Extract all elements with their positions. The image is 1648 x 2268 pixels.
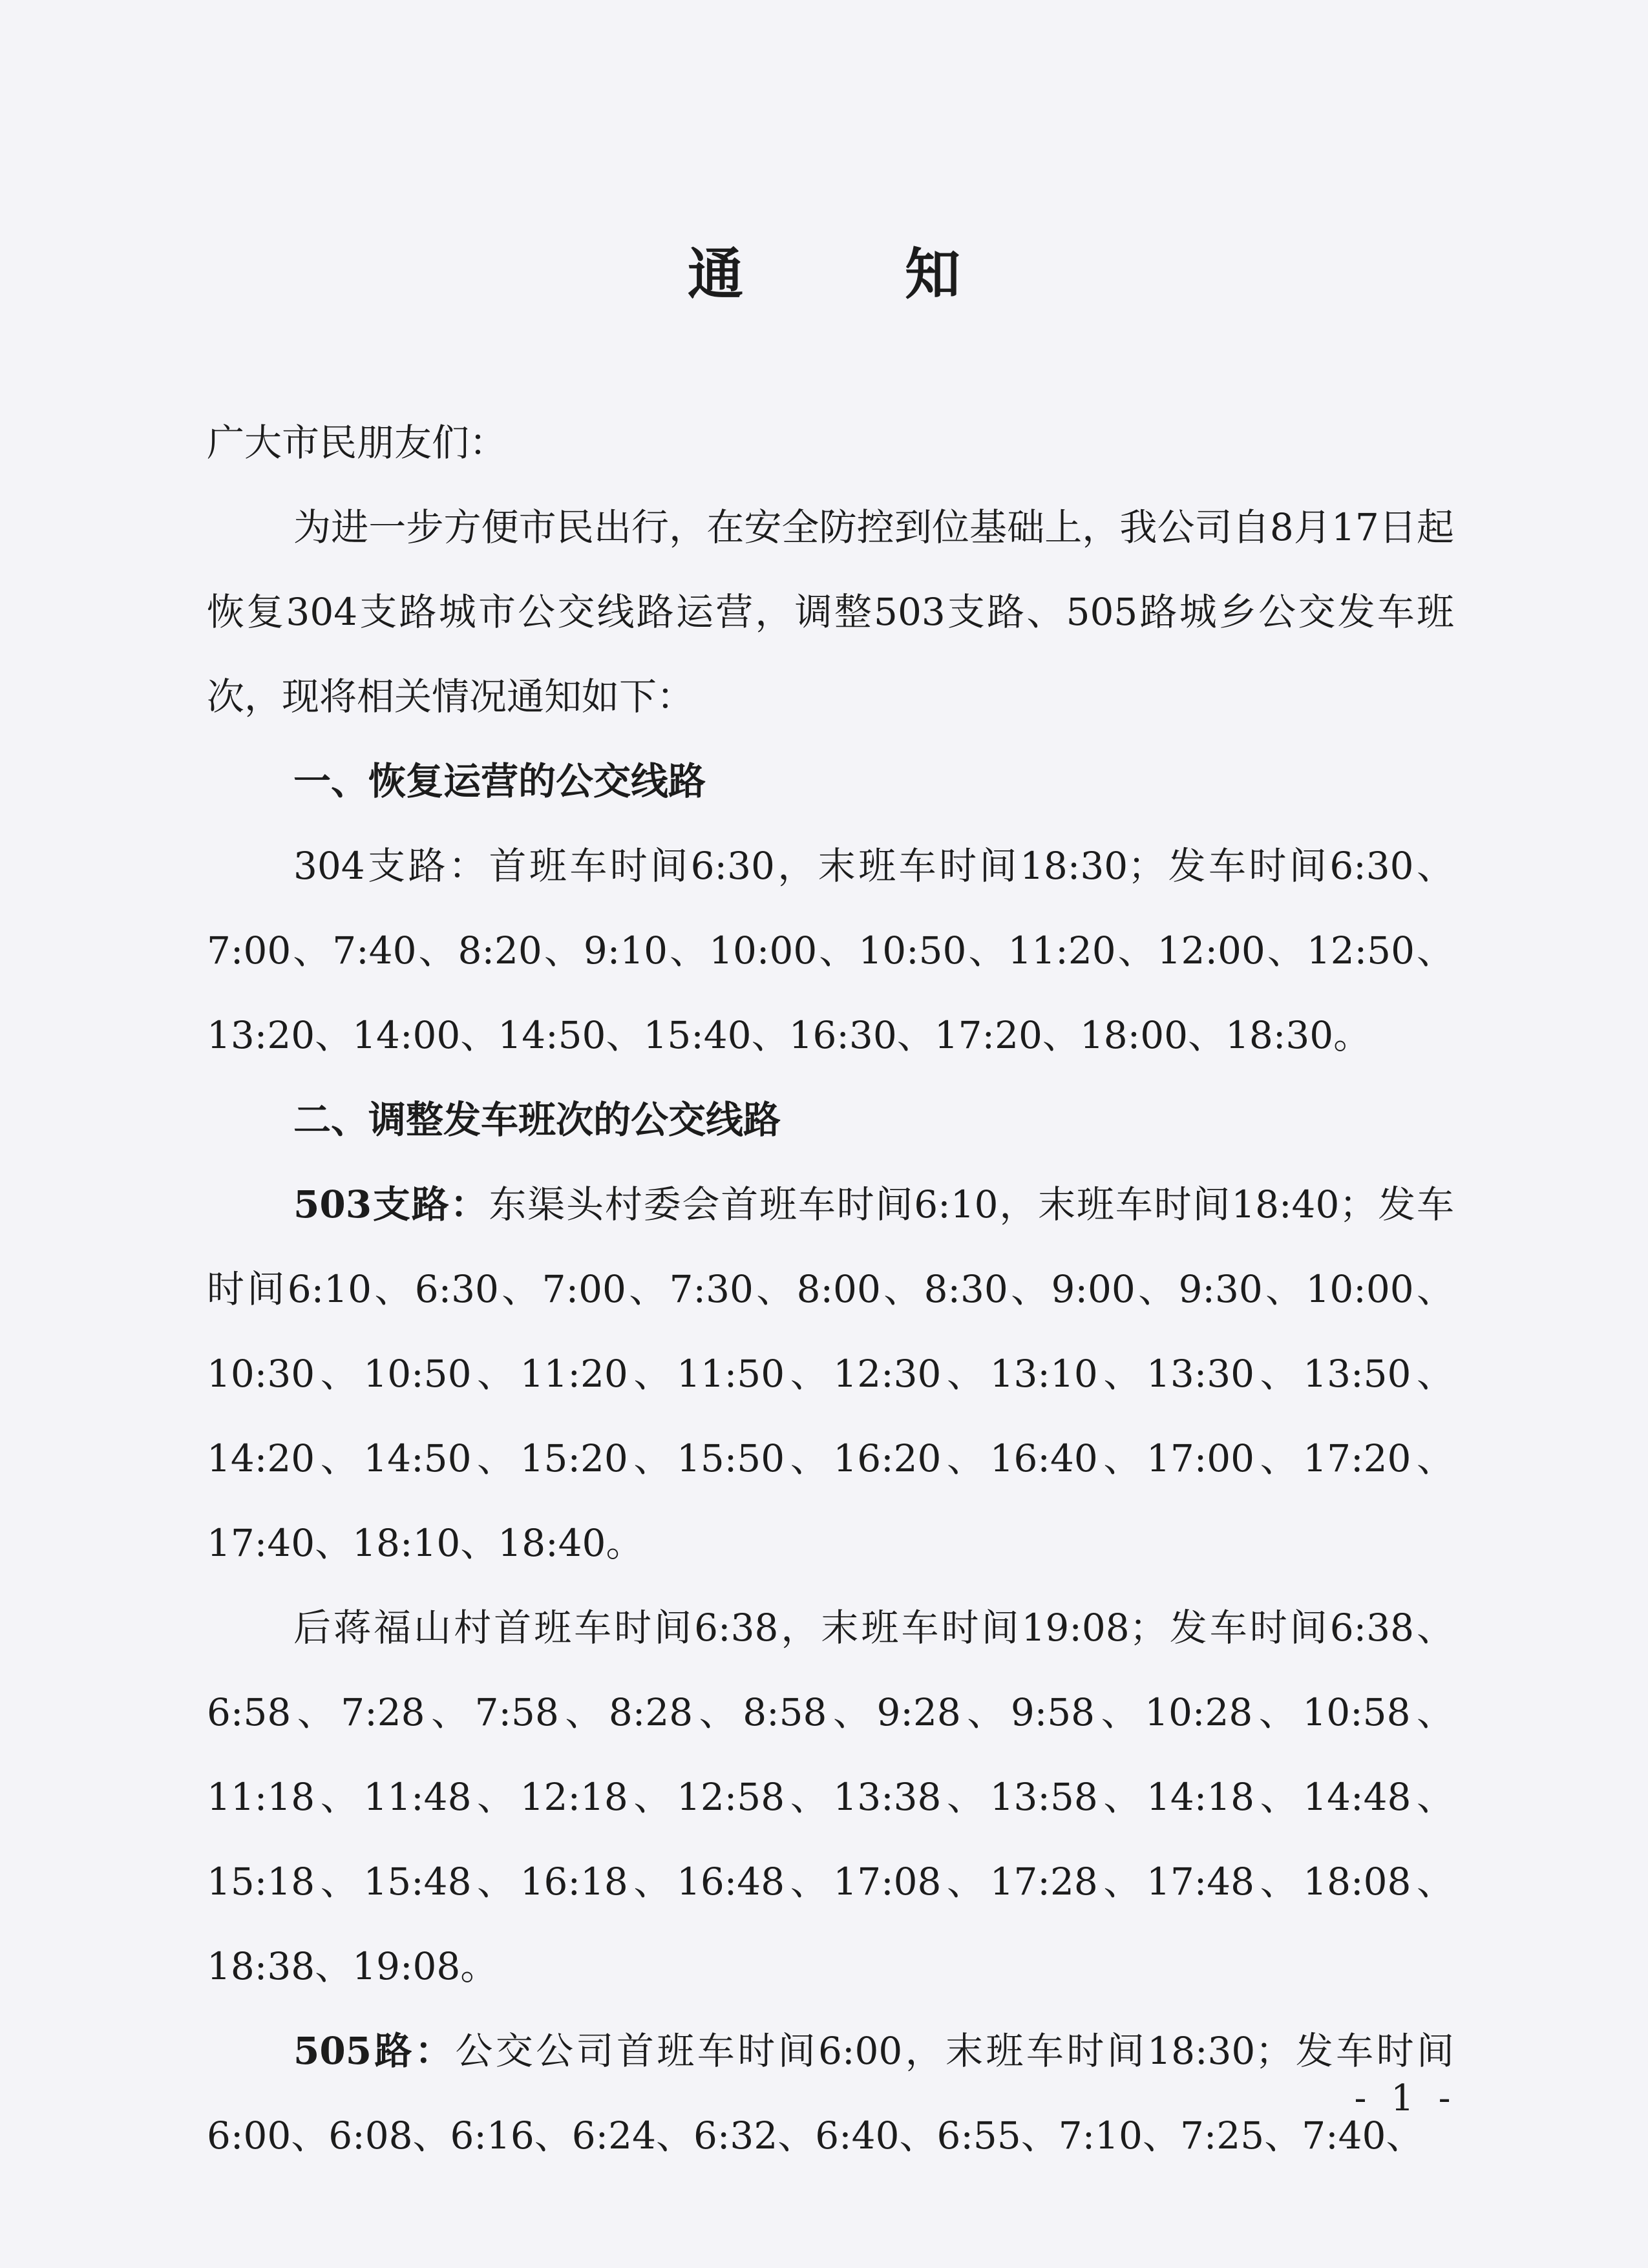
- route-503-text: 东渠头村委会首班车时间6:10，末班车时间18:40；发车时间6:10、6:30、7:00、7:30、8:00、8:30、9:00、9:30、10:00、10:30、10:50、11:20、11:50、12:30、13:10、13:30、13:50、14:20、14:50、15:20、15:50、16:20、16:40、17:00、17:20、17:40、18:10、18:40。: [207, 1182, 1454, 1565]
- route-505-label: 505路：: [293, 2029, 456, 2073]
- route-304-paragraph: 304支路：首班车时间6:30，末班车时间18:30；发车时间6:30、7:00、7:40、8:20、9:10、10:00、10:50、11:20、12:00、12:50、13:20、14:00、14:50、15:40、16:30、17:20、18:00、18:30。: [207, 844, 1454, 1057]
- intro-paragraph: 为进一步方便市民出行，在安全防控到位基础上，我公司自8月17日起恢复304支路城市公交线路运营，调整503支路、505路城乡公交发车班次，现将相关情况通知如下：: [207, 505, 1454, 719]
- document-title: 通 知: [688, 242, 1031, 307]
- section-2-heading: 二、调整发车班次的公交线路: [293, 1098, 781, 1142]
- section-1-heading: 一、恢复运营的公交线路: [293, 759, 706, 803]
- route-505-text: 公交公司首班车时间6:00，末班车时间18:30；发车时间6:00、6:08、6:16、6:24、6:32、6:40、6:55、7:10、7:25、7:40、: [207, 2029, 1454, 2158]
- salutation: 广大市民朋友们：: [207, 421, 507, 465]
- page-number: - 1 -: [1354, 2077, 1457, 2119]
- route-503-second-paragraph: 后蒋福山村首班车时间6:38，末班车时间19:08；发车时间6:38、6:58、7:28、7:58、8:28、8:58、9:28、9:58、10:28、10:58、11:18、11:48、12:18、12:58、13:38、13:58、14:18、14:48、15:18、15:48、16:18、16:48、17:08、17:28、17:48、18:08、18:38、19:08。: [207, 1606, 1454, 1988]
- route-503-paragraph: [207, 1162, 1454, 1586]
- route-503-label: 503支路：: [293, 1182, 489, 1226]
- route-505-paragraph: [207, 2009, 1454, 2178]
- document-body: [207, 401, 1454, 2178]
